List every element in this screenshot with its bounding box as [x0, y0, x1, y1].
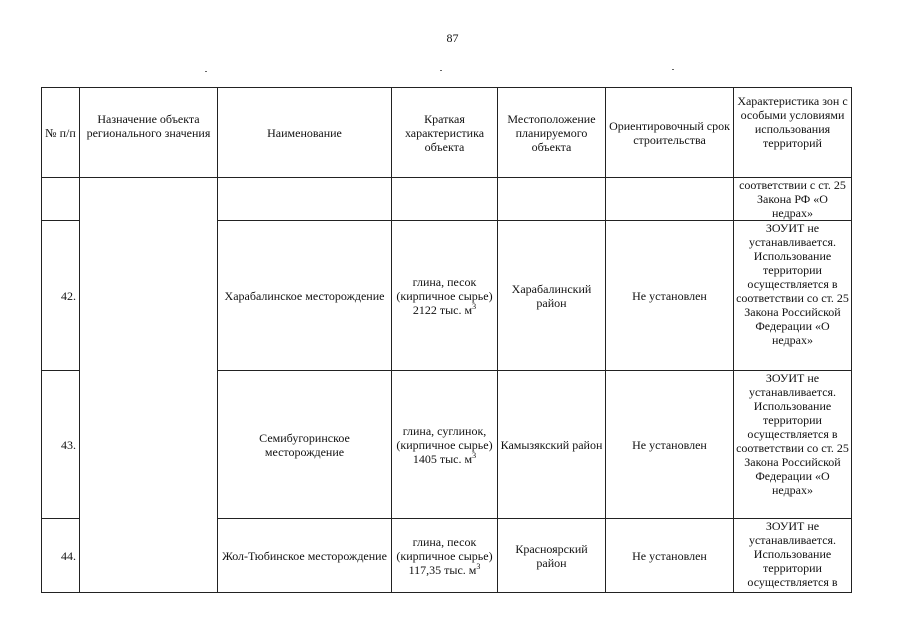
characteristic-quantity: 2122 тыс. м — [412, 302, 473, 317]
header-num: № п/п — [42, 88, 80, 178]
characteristic-text: глина, песок (кирпичное сырье) — [396, 274, 493, 303]
cell-num: 43. — [42, 371, 80, 519]
cell-name: Жол-Тюбинское месторождение — [218, 519, 392, 593]
cell-name — [218, 178, 392, 221]
unit-superscript: 3 — [472, 301, 477, 311]
cell-num: 42. — [42, 221, 80, 371]
cell-term: Не установлен — [606, 519, 734, 593]
cell-characteristic — [392, 519, 498, 593]
cell-term: Не установлен — [606, 221, 734, 371]
cell-name: Семибугоринское месторождение — [218, 371, 392, 519]
header-name: Наименование — [218, 88, 392, 178]
table-header-row — [42, 88, 852, 178]
cell-zones: ЗОУИТ не устанавливается. Использование территории осуществляется в — [734, 519, 852, 593]
cell-location: Харабалинский район — [498, 221, 606, 371]
cell-location: Камызякский район — [498, 371, 606, 519]
header-purpose: Назначение объекта регионального значения — [80, 88, 218, 178]
cell-characteristic — [392, 371, 498, 519]
cell-num — [42, 178, 80, 221]
cell-zones: соответствии с ст. 25 Закона РФ «О недрах» — [734, 178, 852, 221]
header-location: Местоположение планируемого объекта — [498, 88, 606, 178]
table-row-continuation — [42, 178, 852, 221]
cell-location: Красноярский район — [498, 519, 606, 593]
characteristic-text: глина, песок (кирпичное сырье) — [396, 534, 493, 563]
scan-speck — [672, 69, 674, 70]
header-term: Ориентировочный срок строительства — [606, 88, 734, 178]
cell-name: Харабалинское месторождение — [218, 221, 392, 371]
cell-num: 44. — [42, 519, 80, 593]
cell-term: Не установлен — [606, 371, 734, 519]
unit-superscript: 3 — [472, 450, 477, 460]
cell-purpose-merged — [80, 178, 218, 593]
scan-speck — [440, 70, 442, 71]
characteristic-quantity: 1405 тыс. м — [412, 451, 473, 466]
scan-speck — [205, 71, 207, 72]
characteristic-quantity: 117,35 тыс. м — [408, 562, 477, 577]
objects-table — [41, 87, 852, 593]
cell-zones: ЗОУИТ не устанавливается. Использование территории осуществляется в соответствии со ст. 25 Закона Российской Федерации «О недрах» — [734, 371, 852, 519]
page-number: 87 — [446, 31, 459, 45]
header-characteristic: Краткая характеристика объекта — [392, 88, 498, 178]
header-zones: Характеристика зон с особыми условиями использования территорий — [734, 88, 852, 178]
cell-term — [606, 178, 734, 221]
characteristic-text: глина, суглинок, (кирпичное сырье) — [396, 423, 493, 452]
cell-zones: ЗОУИТ не устанавливается. Использование территории осуществляется в соответствии со ст. 25 Закона Российской Федерации «О недрах» — [734, 221, 852, 371]
cell-location — [498, 178, 606, 221]
cell-characteristic — [392, 221, 498, 371]
cell-characteristic — [392, 178, 498, 221]
unit-superscript: 3 — [476, 561, 481, 571]
